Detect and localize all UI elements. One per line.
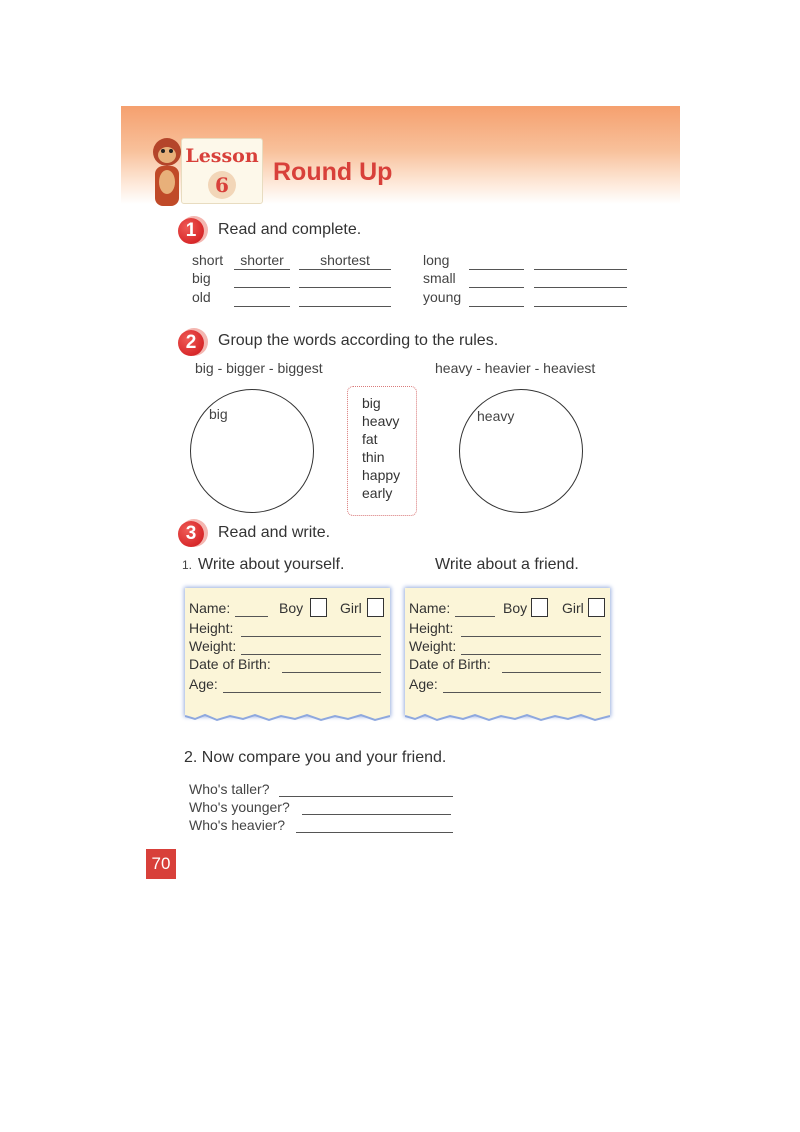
boy-label: Boy xyxy=(279,600,304,616)
lesson-card xyxy=(181,138,263,204)
dob-label: Date of Birth: xyxy=(189,656,271,672)
height-field[interactable] xyxy=(461,636,601,637)
girl-checkbox[interactable] xyxy=(367,598,384,617)
name-field[interactable] xyxy=(455,616,495,617)
circle-right-label: heavy xyxy=(477,408,515,424)
height-label: Height: xyxy=(189,620,234,636)
sub-1-title: Write about yourself. xyxy=(198,556,345,573)
name-label: Name: xyxy=(189,600,231,616)
section-2-number: 2 xyxy=(178,330,204,356)
word-short: short xyxy=(192,252,224,268)
torn-edge-icon xyxy=(185,712,390,722)
word-bank-item: heavy xyxy=(362,413,400,429)
word-bank-item: fat xyxy=(362,431,378,447)
dob-label: Date of Birth: xyxy=(409,656,491,672)
lesson-label: Lesson xyxy=(185,145,259,167)
weight-label: Weight: xyxy=(189,638,237,654)
boy-checkbox[interactable] xyxy=(310,598,327,617)
boy-label: Boy xyxy=(503,600,528,616)
word-big: big xyxy=(192,270,211,286)
girl-label: Girl xyxy=(340,600,362,616)
word-small: small xyxy=(423,270,456,286)
girl-label: Girl xyxy=(562,600,584,616)
word-long: long xyxy=(423,252,450,268)
word-bank-item: thin xyxy=(362,449,385,465)
monkey-icon xyxy=(149,136,185,208)
weight-field[interactable] xyxy=(241,654,381,655)
blank-line[interactable] xyxy=(469,287,524,288)
section-2-title: Group the words according to the rules. xyxy=(218,332,499,349)
word-bank-item: early xyxy=(362,485,393,501)
rule-left: big - bigger - biggest xyxy=(195,360,323,376)
lesson-number: 6 xyxy=(208,171,236,199)
blank-line[interactable] xyxy=(534,287,627,288)
header-banner xyxy=(121,106,680,204)
question-taller: Who's taller? xyxy=(189,781,270,797)
form-friend xyxy=(405,588,610,716)
word-bank-item: big xyxy=(362,395,381,411)
blank-line[interactable] xyxy=(234,306,290,307)
weight-label: Weight: xyxy=(409,638,457,654)
name-field[interactable] xyxy=(235,616,268,617)
height-label: Height: xyxy=(409,620,454,636)
name-label: Name: xyxy=(409,600,451,616)
question-younger: Who's younger? xyxy=(189,799,290,815)
blank-line[interactable] xyxy=(299,287,391,288)
page-title: Round Up xyxy=(273,158,393,186)
answer-line[interactable] xyxy=(296,832,453,833)
blank-line[interactable] xyxy=(299,269,391,270)
sub-1-number: 1. xyxy=(182,558,193,572)
section-3-title: Read and write. xyxy=(218,524,331,541)
blank-line[interactable] xyxy=(299,306,391,307)
section-1-number: 1 xyxy=(178,218,204,244)
girl-checkbox[interactable] xyxy=(588,598,605,617)
blank-line[interactable] xyxy=(234,269,290,270)
answer-line[interactable] xyxy=(279,796,453,797)
age-label: Age: xyxy=(189,676,218,692)
question-heavier: Who's heavier? xyxy=(189,817,286,833)
section-1-title: Read and complete. xyxy=(218,221,362,238)
dob-field[interactable] xyxy=(282,672,381,673)
age-field[interactable] xyxy=(223,692,381,693)
sub-1-friend-title: Write about a friend. xyxy=(435,556,579,573)
word-bank-item: happy xyxy=(362,467,401,483)
blank-line[interactable] xyxy=(234,287,290,288)
age-field[interactable] xyxy=(443,692,601,693)
word-bank xyxy=(347,386,417,516)
dob-field[interactable] xyxy=(502,672,601,673)
torn-edge-icon xyxy=(405,712,610,722)
height-field[interactable] xyxy=(241,636,381,637)
sub-2-title: 2. Now compare you and your friend. xyxy=(184,749,447,766)
workbook-page xyxy=(121,106,680,896)
rule-right: heavy - heavier - heaviest xyxy=(435,360,596,376)
word-old: old xyxy=(192,289,211,305)
age-label: Age: xyxy=(409,676,438,692)
weight-field[interactable] xyxy=(461,654,601,655)
word-young: young xyxy=(423,289,462,305)
blank-line[interactable] xyxy=(534,306,627,307)
blank-line[interactable] xyxy=(534,269,627,270)
page-number: 70 xyxy=(146,849,176,879)
boy-checkbox[interactable] xyxy=(531,598,548,617)
answer-line[interactable] xyxy=(302,814,451,815)
blank-line[interactable] xyxy=(469,269,524,270)
section-3-number: 3 xyxy=(178,521,204,547)
form-yourself xyxy=(185,588,390,716)
answer-shortest: shortest xyxy=(320,252,370,268)
blank-line[interactable] xyxy=(469,306,524,307)
answer-shorter: shorter xyxy=(240,252,284,268)
circle-left-label: big xyxy=(209,406,228,422)
